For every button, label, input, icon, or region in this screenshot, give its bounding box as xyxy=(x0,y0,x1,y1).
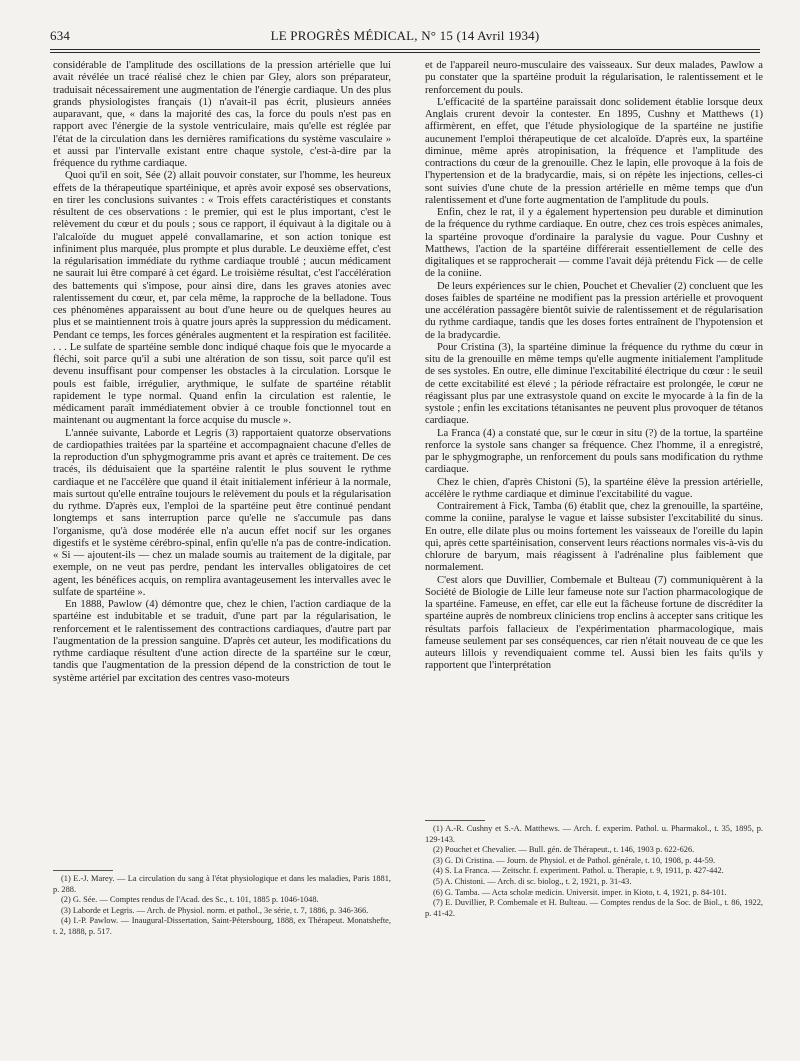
left-column xyxy=(53,60,391,685)
left-paragraph: En 1888, Pawlow (4) démontre que, chez le chien, l'action cardiaque de la spartéine est indubitable et se traduit, d'une part par la régularisation, le renforcement et le ralentissement des contractions cardiaques, d'autre part par l'augmentation de la pression sanguine. D'après cet auteur, les modifications du rythme cardiaque résultent d'une action directe de la spartéine sur le cœur, tandis que l'augmentation de la pression dépend de la constriction de tout le système artériel par excitation des centres vaso-moteurs xyxy=(53,599,391,684)
left-paragraph: Quoi qu'il en soit, Sée (2) allait pouvoir constater, sur l'homme, les heureux effets de la thérapeutique spartéinique, et après avoir exposé ses observations, en tirer les conclusions suivantes : « Trois effets caractéristiques et constants résultent de ces observations : le premier, qui est le plus important, c'est le relèvement du cœur et du pouls ; sous ce rapport, il équivaut à la digitale ou à l'alcaloïde du muguet appelé convallamarine, et son action tonique est infiniment plus marquée, plus prompte et plus durable. Le deuxième effet, c'est la régularisation immédiate du rythme cardiaque troublé ; aucun médicament ne saurait lui être comparé à cet égard. Le troisième résultat, c'est l'accélération des battements qui s'impose, pour ainsi dire, dans les graves atonies avec ralentissement du cœur, et, par cela même, la rapproche de la belladone. Tous ces phénomènes apparaissent au bout d'une heure ou de quelques heures au plus et se maintiennent trois à quatre jours après la suppression du médicament. Pendant ce temps, les forces générales augmentent et la respiration est facilitée. . . . Le sulfate de spartéine semble donc indiqué chaque fois que le myocarde a fléchi, soit parce qu'il a subi une altération de son tissu, soit parce qu'il est devenu insuffisant pour compenser les obstacles à la circulation. Lorsque le pouls est faible, irrégulier, arythmique, le sulfate de spartéine rétablit rapidement le type normal. Quand enfin la circulation est ralentie, le médicament paraît immédiatement obvier à ce trouble fonctionnel tout en maintenant ou augmentant la force acquise du muscle ». xyxy=(53,170,391,427)
footnote: (3) G. Di Cristina. — Journ. de Physiol. et de Pathol. générale, t. 10, 1908, p. 44-59. xyxy=(433,855,716,865)
right-paragraph: Chez le chien, d'après Chistoni (5), la spartéine élève la pression artérielle, accélère le rythme cardiaque et diminue l'excitabilité du vague. xyxy=(425,476,763,500)
running-header xyxy=(50,28,760,48)
right-paragraph: et de l'appareil neuro-musculaire des vaisseaux. Sur deux malades, Pawlow a pu constater que la spartéine produit la régularisation, le ralentissement et le renforcement du pouls. xyxy=(425,60,763,96)
footnote: (6) G. Tamba. — Acta scholæ medicin. Universit. imper. in Kioto, t. 4, 1921, p. 84-101. xyxy=(433,887,727,897)
footnote-rule-right xyxy=(425,820,485,821)
footnote: (7) E. Duvillier, P. Combemale et H. Bulteau. — Comptes rendus de la Soc. de Biol., t. 86, 1922, p. 41-42. xyxy=(425,898,763,918)
right-paragraph: Contrairement à Fick, Tamba (6) établit que, chez la grenouille, la spartéine, comme la coniine, paralyse le vague et laisse subsister l'excitabilité du sinus. En outre, elle dilate plus ou moins fortement les vaisseaux de l'oreille du lapin qui, après cette spartéinisation, conservent leurs réactions normales vis-à-vis du chlorure de baryum, mais réagissent à l'adrénaline plus faiblement que normalement. xyxy=(425,501,763,574)
footnote: (2) Pouchet et Chevalier. — Bull. gén. de Thérapeut., t. 146, 1903 p. 622-626. xyxy=(433,845,695,855)
footnote: (4) I.-P. Pawlow. — Inaugural-Dissertation, Saint-Pétersbourg, 1888, ex Thérapeut. Monatshefte, t. 2, 1888, p. 517. xyxy=(53,916,391,936)
left-footnotes xyxy=(53,874,391,938)
left-paragraph: L'année suivante, Laborde et Legris (3) rapportaient quatorze observations de cardiopathies traitées par la spartéine et accompagnaient chacune d'elles de la reproduction d'un sphygmogramme pris avant et après ce traitement. De ces tracés, ils déduisaient que la spartéine ralentit le plus souvent le rythme cardiaque et ne l'accélère que quand il était initialement inférieur à la normale, mais surtout qu'elle entraîne toujours le relèvement du pouls et la régularisation du rythme. D'après eux, l'emploi de la spartéine peut être continué pendant longtemps et sans interruption parce qu'elle ne s'accumule pas dans l'organisme, qu'à dose modérée elle n'a aucun effet nocif sur les organes digestifs et le système cérébro-spinal, enfin qu'elle n'a pas de contre-indication. « Si — ajoutent-ils — chez un malade soumis au traitement de la digitale, par exemple, on ne veut pas perdre, pendant les intervalles obligatoires de cet agent, les bénéfices acquis, on remplira avantageusement les intervalles avec le sulfate de spartéine ». xyxy=(53,427,391,598)
page-number: 634 xyxy=(50,28,71,43)
footnote: (4) S. La Franca. — Zeitschr. f. experiment. Pathol. u. Therapie, t. 9, 1911, p. 427-442. xyxy=(433,866,724,876)
right-paragraph: De leurs expériences sur le chien, Pouchet et Chevalier (2) concluent que les doses faibles de spartéine ne modifient pas la pression artérielle et provoquent une accélération passagère bientôt suivie de ralentissement et de régularisation du rythme cardiaque, tandis que les doses fortes entraînent de l'hypotension et de la bradycardie. xyxy=(425,280,763,341)
right-paragraph: Pour Cristina (3), la spartéine diminue la fréquence du rythme du cœur in situ de la grenouille en même temps qu'elle augmente initialement l'amplitude de ses systoles. En outre, elle diminue l'excitabilité électrique du cœur : le seuil de cette excitabilité est élevé ; la période réfractaire est prolongée, le cœur ne réagissant plus par une extrasystole quand on excite le myocarde à la fin de la systole ; enfin les excitations tétanisantes ne peuvent plus provoquer de tétanos cardiaque. xyxy=(425,341,763,427)
left-paragraph: considérable de l'amplitude des oscillations de la pression artérielle que lui avait révélée un tracé réalisé chez le chien par Gley, alors son préparateur, traduisait nécessairement une augmentation de l'énergie cardiaque. Un des plus grands physiologistes français (1) n'avait-il pas écrit, plusieurs années auparavant, que, « dans la majorité des cas, la force du pouls n'est pas en rapport avec l'énergie de la systole ventriculaire, mais qu'elle est réglée par l'état de la circulation dans les dernières ramifications du système vasculaire » et aussi par l'intervalle existant entre chaque systole, c'est-à-dire par la fréquence du rythme cardiaque. xyxy=(53,60,391,169)
right-paragraph: L'efficacité de la spartéine paraissait donc solidement établie lorsque deux Anglais crurent devoir la contester. En 1895, Cushny et Matthews (1) affirmèrent, en effet, que l'étude physiologique de la spartéine ne justifie aucunement l'emploi thérapeutique de cet alcaloïde. D'après eux, la spartéine diminue, même après atropinisation, la fréquence et l'amplitude des contractions du cœur de la grenouille. Chez le lapin, elle provoque à la fois de l'hypertension et de la bradycardie, mais, si on répète les injections, celles-ci sont suivies d'une chute de la pression artérielle en même temps que d'un ralentissement et d'une forte augmentation de l'amplitude du pouls. xyxy=(425,96,763,206)
journal-running-title: LE PROGRÈS MÉDICAL, N° 15 (14 Avril 1934) xyxy=(270,28,540,43)
footnote: (2) G. Sée. — Comptes rendus de l'Acad. des Sc., t. 101, 1885 p. 1046-1048. xyxy=(61,895,319,905)
footnote: (5) A. Chistoni. — Arch. di sc. biolog., t. 2, 1921, p. 31-43. xyxy=(433,876,632,886)
header-rule-top xyxy=(50,49,760,50)
footnote-rule-left xyxy=(53,870,113,871)
right-paragraph: C'est alors que Duvillier, Combemale et Bulteau (7) communiquèrent à la Société de Biologie de Lille leur fameuse note sur l'action pharmacologique de la spartéine. Fameuse, en effet, car elle eut la fâcheuse fortune de discréditer la spartéine auprès de nombreux cliniciens trop enclins à accepter sans critique les résultats parfois fallacieux de l'expérimentation pharmacologique, mais fameuse seulement par ses conséquences, car rien n'était nouveau de ce que les auteurs lillois y revendiquaient comme tel. Aussi bien les faits qu'ils y rapportent que l'interprétation xyxy=(425,574,763,672)
right-paragraph: Enfin, chez le rat, il y a également hypertension peu durable et diminution de la fréquence du rythme cardiaque. En outre, chez ces trois espèces animales, la spartéine provoque d'ordinaire la paralysie du vague. Pour Cushny et Matthews, l'action de la spartéine différerait essentiellement de celle des digitaliques et se rapprocherait — comme l'avait déjà prétendu Fick — de celle de la coniine. xyxy=(425,207,763,280)
footnote: (1) E.-J. Marey. — La circulation du sang à l'état physiologique et dans les maladies, Paris 1881, p. 288. xyxy=(53,874,391,894)
right-footnotes xyxy=(425,824,763,919)
right-column xyxy=(425,60,763,673)
footnote: (3) Laborde et Legris. — Arch. de Physiol. norm. et pathol., 3e série, t. 7, 1886, p. 346-366. xyxy=(61,905,369,915)
right-paragraph: La Franca (4) a constaté que, sur le cœur in situ (?) de la tortue, la spartéine renforce la systole sans changer sa fréquence. Chez l'homme, il a enregistré, par le sphygmographe, un renforcement du pouls sans modification du rythme cardiaque. xyxy=(425,427,763,476)
header-rule-bottom xyxy=(50,52,760,53)
footnote: (1) A.-R. Cushny et S.-A. Matthews. — Arch. f. experim. Pathol. u. Pharmakol., t. 35, 1895, p. 129-143. xyxy=(425,824,763,844)
